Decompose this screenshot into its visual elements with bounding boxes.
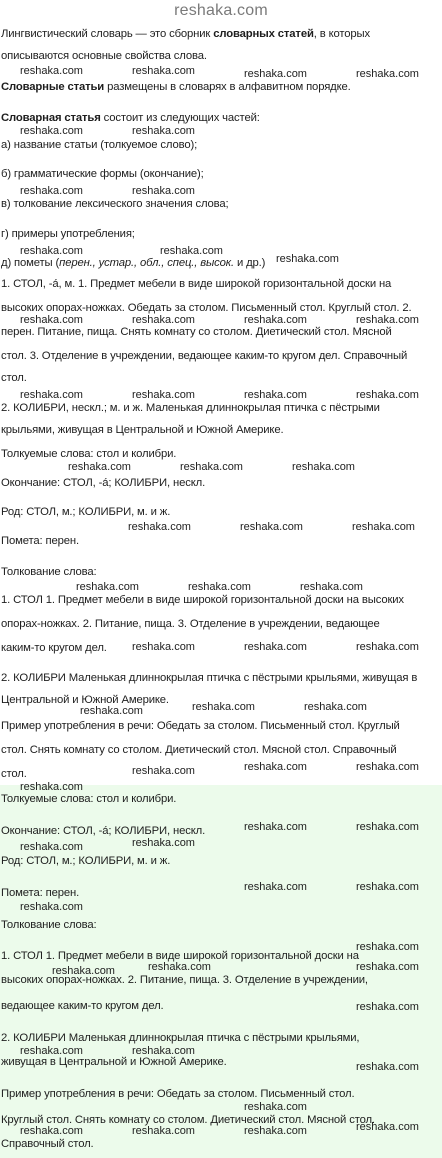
term-dictionary-entries: словарных статей (213, 28, 314, 40)
analysis-tolk-heading: Толкование слова: (1, 566, 97, 578)
answer-tolk-line-5: живущая в Центральной и Южной Америке. (1, 1056, 227, 1068)
part-d-marks: перен., устар., обл., спец., высок. (59, 257, 234, 269)
analysis-tolk-line-2: опорах-ножках. 2. Питание, пища. 3. Отделение в учреждении, ведающее (1, 618, 380, 630)
answer-tolk-line-1: 1. СТОЛ 1. Предмет мебели в виде широкой горизонтальной доски на (1, 950, 359, 962)
watermark: reshaka.com (132, 125, 195, 137)
analysis-tolk-line-3: каким-то кругом дел. (1, 642, 107, 654)
watermark: reshaka.com (276, 253, 339, 265)
intro-text: состоит из следующих частей: (100, 112, 260, 124)
watermark: reshaka.com (292, 461, 355, 473)
intro-text: Лингвистический словарь — это сборник (1, 28, 214, 40)
watermark: reshaka.com (20, 245, 83, 257)
watermark: reshaka.com (132, 837, 195, 849)
watermark: reshaka.com (180, 461, 243, 473)
watermark: reshaka.com (356, 1061, 419, 1073)
watermark: reshaka.com (244, 881, 307, 893)
site-header[interactable]: reshaka.com (174, 2, 268, 19)
intro-text: размещены в словарях в алфавитном порядке. (104, 81, 351, 93)
answer-tolk-line-4: 2. КОЛИБРИ Маленькая длиннокрылая птичка с пёстрыми крыльями, (1, 1032, 360, 1044)
answer-example-line-3: Справочный стол. (1, 1138, 94, 1150)
watermark: reshaka.com (20, 1125, 83, 1137)
watermark: reshaka.com (132, 185, 195, 197)
answer-example-line-1: Пример употребления в речи: Обедать за столом. Письменный стол. (1, 1088, 355, 1100)
watermark: reshaka.com (244, 641, 307, 653)
watermark: reshaka.com (356, 1001, 419, 1013)
watermark: reshaka.com (132, 641, 195, 653)
analysis-ending: Окончание: СТОЛ, -á; КОЛИБРИ, нескл. (1, 477, 206, 489)
watermark: reshaka.com (188, 581, 251, 593)
watermark: reshaka.com (160, 245, 223, 257)
answer-words: Толкуемые слова: стол и колибри. (1, 793, 177, 805)
analysis-words: Толкуемые слова: стол и колибри. (1, 448, 177, 460)
analysis-gender: Род: СТОЛ, м.; КОЛИБРИ, м. и ж. (1, 506, 171, 518)
analysis-tolk-line-4: 2. КОЛИБРИ Маленькая длиннокрылая птичка с пёстрыми крыльями, живущая в (1, 672, 418, 684)
watermark: reshaka.com (356, 389, 419, 401)
answer-ending: Окончание: СТОЛ, -á; КОЛИБРИ, нескл. (1, 825, 206, 837)
watermark: reshaka.com (20, 125, 83, 137)
watermark: reshaka.com (356, 881, 419, 893)
watermark: reshaka.com (132, 65, 195, 77)
watermark: reshaka.com (20, 314, 83, 326)
part-a: а) название статьи (толкуемое слово); (1, 139, 198, 151)
watermark: reshaka.com (20, 1045, 83, 1057)
watermark: reshaka.com (352, 521, 415, 533)
entry-stol-line-3: перен. Питание, пища. Снять комнату со столом. Диетический стол. Мясной (1, 326, 392, 338)
intro-text: , в которых (313, 28, 371, 40)
watermark: reshaka.com (244, 389, 307, 401)
answer-tolk-line-2: высоких опорах-ножках. 2. Питание, пища. 3. Отделение в учреждении, (1, 974, 368, 986)
watermark: reshaka.com (244, 761, 307, 773)
watermark: reshaka.com (148, 961, 211, 973)
watermark: reshaka.com (68, 461, 131, 473)
watermark: reshaka.com (20, 185, 83, 197)
watermark: reshaka.com (192, 701, 255, 713)
intro-line-1 (1, 24, 438, 44)
intro-line-2: описываются основные свойства слова. (1, 50, 207, 62)
watermark: reshaka.com (244, 1125, 307, 1137)
analysis-example-line-3: стол. (1, 768, 27, 780)
analysis-example-line-2: стол. Снять комнату со столом. Диетический стол. Мясной стол. Справочный (1, 744, 397, 756)
watermark: reshaka.com (128, 521, 191, 533)
entry-kolibri-line-2: крыльями, живущая в Центральной и Южной Америке. (1, 424, 284, 436)
answer-example-line-2: Круглый стол. Снять комнату со столом. Диетический стол. Мясной стол. (1, 1114, 375, 1126)
analysis-tolk-line-1: 1. СТОЛ 1. Предмет мебели в виде широкой горизонтальной доски на высоких (1, 594, 404, 606)
watermark: reshaka.com (240, 521, 303, 533)
answer-tolk-heading: Толкование слова: (1, 919, 97, 931)
watermark: reshaka.com (356, 961, 419, 973)
watermark: reshaka.com (244, 821, 307, 833)
part-d-text: и др.) (233, 257, 266, 269)
watermark: reshaka.com (76, 581, 139, 593)
watermark: reshaka.com (356, 68, 419, 80)
answer-tolk-line-3: ведающее каким-то кругом дел. (1, 1000, 164, 1012)
watermark: reshaka.com (132, 389, 195, 401)
watermark: reshaka.com (132, 314, 195, 326)
watermark: reshaka.com (356, 761, 419, 773)
watermark: reshaka.com (20, 781, 83, 793)
entry-stol-line-2: высоких опорах-ножках. Обедать за столом. Письменный стол. Круглый стол. 2. (1, 302, 412, 314)
watermark: reshaka.com (52, 965, 115, 977)
watermark: reshaka.com (356, 641, 419, 653)
part-b: б) грамматические формы (окончание); (1, 168, 204, 180)
watermark: reshaka.com (356, 314, 419, 326)
watermark: reshaka.com (132, 765, 195, 777)
answer-mark: Пометa: перен. (1, 887, 80, 899)
watermark: reshaka.com (244, 314, 307, 326)
intro-line-3 (1, 77, 438, 97)
entry-kolibri-line-1: 2. КОЛИБРИ, нескл.; м. и ж. Маленькая длиннокрылая птичка с пёстрыми (1, 402, 380, 414)
analysis-mark: Помета: перен. (1, 535, 79, 547)
watermark: reshaka.com (20, 389, 83, 401)
analysis-example-line-1: Пример употребления в речи: Обедать за столом. Письменный стол. Круглый (1, 720, 400, 732)
part-g: г) примеры употребления; (1, 228, 135, 240)
part-d-text: д) пометы ( (1, 257, 60, 269)
watermark: reshaka.com (300, 581, 363, 593)
analysis-tolk-line-5: Центральной и Южной Америке. (1, 694, 169, 706)
watermark: reshaka.com (304, 701, 367, 713)
watermark: reshaka.com (80, 705, 143, 717)
part-v: в) толкование лексического значения слова; (1, 198, 229, 210)
watermark: reshaka.com (20, 65, 83, 77)
watermark: reshaka.com (132, 1125, 195, 1137)
term-dictionary-entries: Словарные статьи (1, 81, 105, 93)
term-dictionary-entry: Словарная статья (1, 112, 101, 124)
watermark: reshaka.com (356, 821, 419, 833)
entry-stol-line-5: стол. (1, 372, 27, 384)
watermark: reshaka.com (244, 1101, 307, 1113)
watermark: reshaka.com (356, 941, 419, 953)
watermark: reshaka.com (244, 68, 307, 80)
watermark: reshaka.com (20, 901, 83, 913)
watermark: reshaka.com (132, 1045, 195, 1057)
entry-stol-line-1: 1. СТОЛ, -á, м. 1. Предмет мебели в виде широкой горизонтальной доски на (1, 278, 392, 290)
watermark: reshaka.com (20, 841, 83, 853)
entry-stol-line-4: стол. 3. Отделение в учреждении, ведающее каким-то кругом дел. Справочный (1, 350, 408, 362)
answer-gender: Род: СТОЛ, м.; КОЛИБРИ, м. и ж. (1, 855, 171, 867)
watermark: reshaka.com (356, 1121, 419, 1133)
